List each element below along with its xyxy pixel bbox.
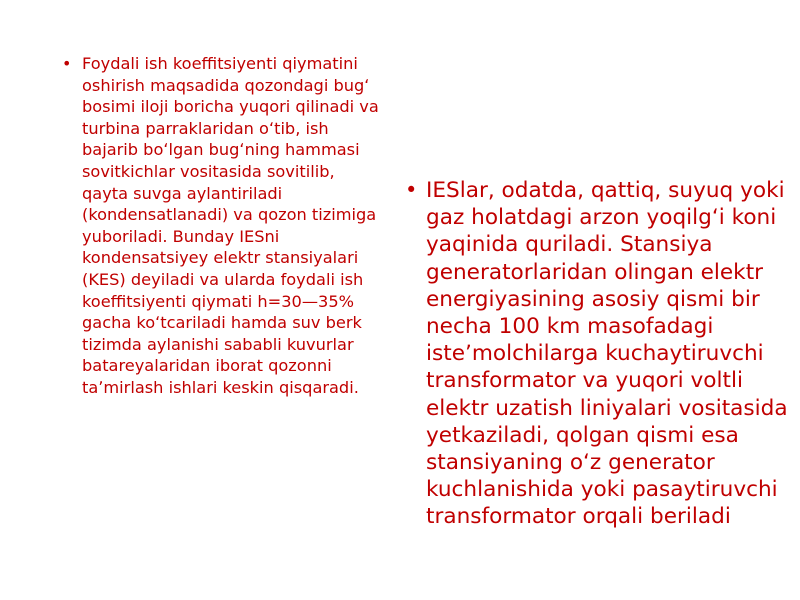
right-text-column [405, 177, 797, 531]
bullet-icon: • [62, 54, 72, 73]
left-bullet-text: Foydali ish koeffitsiyenti qiymatini oshirish maqsadida qozondagi bugʻ bosimi iloji boricha yuqori qilinadi va turbina parraklaridan oʻtib, ish bajarib boʻlgan bugʻning hammasi sovitkichlar vositasida sovitilib, qayta suvga aylantiriladi (kondensatlanadi) va qozon tizimiga yuboriladi. Bunday IESni kondensatsiyey elektr stansiyalari (KES) deyiladi va ularda foydali ish koeffitsiyenti qiymati h=30—35% gacha koʻtcariladi hamda suv berk tizimda aylanishi sababli kuvurlar batareyalaridan iborat qozonni taʼmirlash ishlari keskin qisqaradi. [82, 54, 379, 397]
right-bullet-text: IESlar, odatda, qattiq, suyuq yoki gaz holatdagi arzon yoqilgʻi koni yaqinida quriladi. Stansiya generatorlaridan olingan elektr energiyasining asosiy qismi bir necha 100 km masofadagi isteʼmolchilarga kuchaytiruvchi transformator va yuqori voltli elektr uzatish liniyalari vositasida yetkaziladi, qolgan qismi esa stansiyaning oʻz generator kuchlanishida yoki pasaytiruvchi transformator orqali beriladi [426, 178, 788, 530]
left-bullet-paragraph [62, 53, 380, 399]
bullet-icon: • [405, 178, 418, 202]
right-bullet-paragraph [405, 177, 797, 531]
left-text-column [62, 53, 380, 399]
